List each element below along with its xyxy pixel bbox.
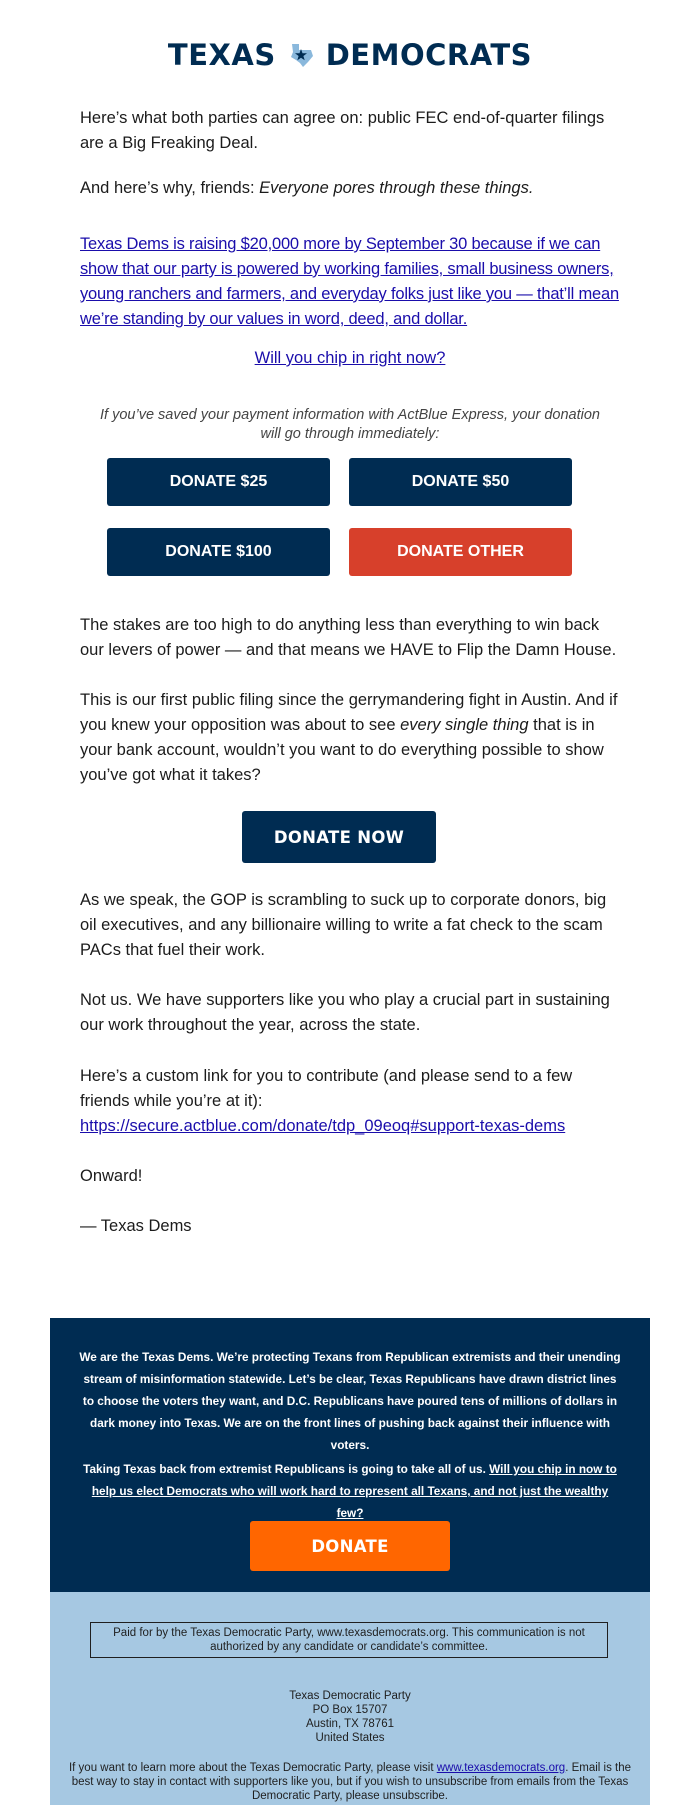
actblue-express-note: If you’ve saved your payment information with ActBlue Express, your donation will go through immediately:	[100, 407, 600, 442]
footer-donate-button[interactable]: DONATE	[250, 1521, 450, 1571]
filing-text-pre: This is our first public filing since the gerrymandering fight in Austin. And if you knew your opposition was about to see	[80, 691, 618, 734]
footer-cta-text: Taking Texas back from extremist Republicans is going to take all of us.	[83, 1462, 490, 1476]
raise-link-block	[80, 232, 625, 332]
donate-25-button[interactable]: DONATE $25	[107, 458, 330, 506]
mailing-address	[50, 1689, 650, 1745]
filing-text-emphasis: every single thing	[400, 716, 529, 734]
address-line: PO Box 15707	[312, 1704, 388, 1716]
stakes-paragraph	[80, 613, 625, 663]
onward-text: Onward!	[80, 1167, 143, 1185]
donate-now-button[interactable]: DONATE NOW	[242, 811, 436, 863]
gop-text: As we speak, the GOP is scrambling to suck up to corporate donors, big oil executives, and any billionaire willing to write a fat check to the scam PACs that fuel their work.	[80, 891, 607, 959]
footer-light-section	[50, 1592, 650, 1805]
donate-other-button[interactable]: DONATE OTHER	[349, 528, 572, 576]
custom-link-paragraph	[80, 1064, 625, 1139]
footer-dark-section	[50, 1318, 650, 1592]
footer-chip-in-link[interactable]: Will you chip in now to help us elect Democrats who will work hard to represent all Texans, and not just the wealthy few?	[91, 1462, 617, 1520]
actblue-custom-link[interactable]: https://secure.actblue.com/donate/tdp_09eoq#support-texas-dems	[80, 1117, 566, 1135]
donate-50-button[interactable]: DONATE $50	[349, 458, 572, 506]
intro-paragraph-1	[80, 106, 625, 156]
unsub-text-post: . Email is the best way to stay in contact with supporters like you, but if you wish to unsubscribe from emails from the Texas Democratic Party, please unsubscribe.	[71, 1762, 632, 1802]
footer-about-text: We are the Texas Dems. We’re protecting Texans from Republican extremists and their unending stream of misinformation statewide. Let’s be clear, Texas Republicans have drawn district lines to choose the voters they want, and D.C. Republicans have poured tens of millions of dollars in dark money into Texas. We are on the front lines of pushing back against their influence with voters.	[79, 1350, 621, 1452]
logo-word-texas: TEXAS	[167, 38, 276, 72]
paid-by-disclaimer: Paid for by the Texas Democratic Party, www.texasdemocrats.org. This communication is not authorized by any candidate or candidate’s committee.	[90, 1622, 608, 1658]
filing-text-post: that is in your bank account, wouldn’t you want to do everything possible to show you’ve got what it takes?	[80, 716, 604, 784]
filing-paragraph	[80, 688, 625, 788]
signoff-paragraph	[80, 1214, 625, 1239]
address-line: United States	[315, 1732, 385, 1744]
address-line: Austin, TX 78761	[305, 1718, 394, 1730]
donate-100-button[interactable]: DONATE $100	[107, 528, 330, 576]
website-link[interactable]: www.texasdemocrats.org	[436, 1762, 566, 1774]
unsub-text-pre: If you want to learn more about the Texas Democratic Party, please visit	[68, 1762, 437, 1774]
address-line: Texas Democratic Party	[289, 1690, 411, 1702]
texas-star-icon	[286, 40, 316, 70]
stakes-text: The stakes are too high to do anything less than everything to win back our levers of power — and that means we HAVE to Flip the Damn House.	[80, 616, 617, 659]
onward-paragraph	[80, 1164, 625, 1189]
logo-word-democrats: DEMOCRATS	[325, 38, 533, 72]
chip-in-link[interactable]: Will you chip in right now?	[254, 349, 446, 367]
supporters-text: Not us. We have supporters like you who play a crucial part in sustaining our work throughout the year, across the state.	[80, 991, 610, 1034]
raise-goal-link[interactable]: Texas Dems is raising $20,000 more by September 30 because if we can show that our party is powered by working families, small business owners, young ranchers and farmers, and everyday folks just like you — that’ll mean we’re standing by our values in word, deed, and dollar.	[80, 235, 619, 328]
gop-paragraph	[80, 888, 625, 963]
intro-p1-text: Here’s what both parties can agree on: public FEC end-of-quarter filings are a Big Freaking Deal.	[80, 109, 605, 152]
custom-link-intro-text: Here’s a custom link for you to contribute (and please send to a few friends while you’re at it):	[80, 1067, 573, 1110]
texas-democrats-logo	[0, 38, 700, 72]
unsubscribe-notice	[60, 1761, 640, 1803]
intro-p2-text: And here’s why, friends:	[80, 179, 260, 197]
intro-p2-emphasis: Everyone pores through these things.	[259, 179, 534, 197]
signoff-text: — Texas Dems	[80, 1217, 192, 1235]
supporters-paragraph	[80, 988, 625, 1038]
intro-paragraph-2	[80, 176, 625, 201]
